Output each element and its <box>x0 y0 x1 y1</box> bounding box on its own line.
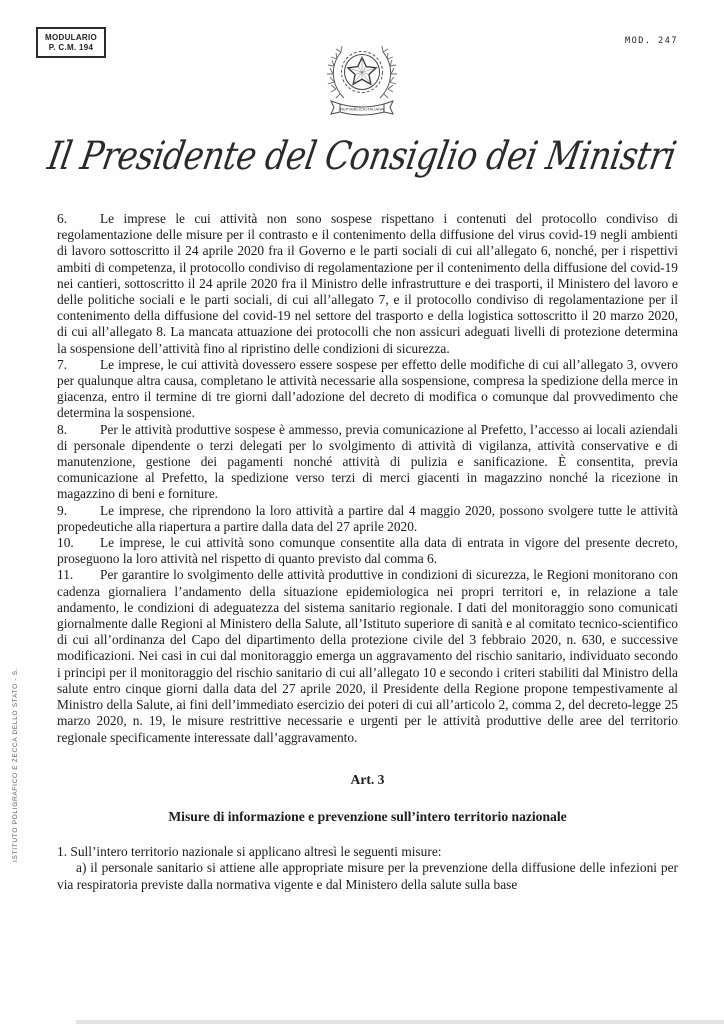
paragraph-text: Per garantire lo svolgimento delle attività produttive in condizioni di sicurezza, le Regioni monitorano con cadenza giornaliera l’andamento della situazione epidemiologica nei propri territori e, in relazione a tale andamento, le condizioni di adeguatezza del sistema sanitario regionale. I dati del monitoraggio sono comunicati giornalmente dalle Regioni al Ministero della Salute, all’Istituto superiore di sanità e al comitato tecnico-scientifico di cui all’ordinanza del Capo del dipartimento della protezione civile del 3 febbraio 2020, n. 630, e successive modificazioni. Nei casi in cui dal monitoraggio emerga un aggravamento del rischio sanitario, individuato secondo i principi per il monitoraggio del rischio sanitario di cui all’allegato 10 e secondo i criteri stabiliti dal Ministro della salute entro cinque giorni dalla data del 27 aprile 2020, il Presidente della Regione propone tempestivamente al Ministro della Salute, ai fini dell’immediato esercizio dei poteri di cui all’articolo 2, comma 2, del decreto-legge 25 marzo 2020, n. 19, le misure restrittive necessarie e urgenti per le attività produttive delle aree del territorio regionale specificamente interessate dall’aggravamento. <box>57 567 678 745</box>
page-bottom-edge <box>76 1020 724 1024</box>
emblem-ribbon-text: REPVBBLICA ITALIANA <box>340 106 384 112</box>
paragraph-number: 9. <box>57 502 68 518</box>
paragraph-6 <box>57 211 678 357</box>
clause-intro: 1. Sull’intero territorio nazionale si applicano altresì le seguenti misure: <box>57 844 442 860</box>
modulario-stamp <box>36 27 106 58</box>
paragraph-text: Le imprese le cui attività non sono sospese rispettano i contenuti del protocollo condiviso di regolamentazione delle misure per il contrasto e il contenimento della diffusione del virus covid-19 negli ambienti di lavoro sottoscritto il 24 aprile 2020 fra il Governo e le parti sociali di cui all’allegato 6, nonché, per i rispettivi ambiti di competenza, il protocollo condiviso di regolamentazione per il contenimento della diffusione del covid-19 nei cantieri, sottoscritto il 24 aprile 2020 fra il Ministro delle infrastrutture e dei trasporti, il Ministero del lavoro e delle politiche sociali e le parti sociali, di cui all’allegato 7, e il protocollo condiviso di regolamentazione per il contenimento della diffusione del covid-19 nel settore del trasporto e della logistica sottoscritto il 20 marzo 2020, di cui all’allegato 8. La mancata attuazione dei protocolli che non assicuri adeguati livelli di protezione determina la sospensione dell’attività fino al ripristino delle condizioni di sicurezza. <box>57 211 678 356</box>
paragraph-number: 8. <box>57 421 68 437</box>
clause-a: a) il personale sanitario si attiene alle appropriate misure per la prevenzione della diffusione delle infezioni per via respiratoria previste dalla normativa vigente e dal Ministero della salute sulla base <box>57 860 678 892</box>
paragraph-8 <box>57 422 678 503</box>
paragraph-10 <box>57 535 678 567</box>
mod-number: MOD. 247 <box>625 36 678 46</box>
paragraph-text: Le imprese, le cui attività sono comunque consentite alla data di entrata in vigore del presente decreto, proseguono la loro attività nel rispetto di quanto previsto dal comma 6. <box>57 535 678 567</box>
paragraph-9 <box>57 503 678 535</box>
article-heading: Art. 3 <box>350 771 385 787</box>
paragraph-number: 10. <box>57 535 74 551</box>
paragraph-number: 11. <box>57 567 74 583</box>
document-body <box>57 211 678 893</box>
letterhead-title: Il Presidente del Consiglio dei Ministri <box>44 132 680 179</box>
printer-imprint-vertical: ISTITUTO POLIGRAFICO E ZECCA DELLO STATO - S. <box>12 667 19 862</box>
paragraph-text: Le imprese, le cui attività dovessero essere sospese per effetto delle modifiche di cui all’allegato 3, ovvero per qualunque altra causa, completano le attività necessarie alla sospensione, compresa la spedizione della merce in giacenza, entro il termine di tre giorni dall’adozione del decreto di modifica o comunque dal provvedimento che determina la sospensione. <box>57 356 678 421</box>
paragraph-7 <box>57 357 678 422</box>
paragraph-text: Le imprese, che riprendono la loro attività a partire dal 4 maggio 2020, possono svolgere tutte le attività propedeutiche alla riapertura a partire dalla data del 27 aprile 2020. <box>57 502 678 534</box>
paragraph-text: Per le attività produttive sospese è ammesso, previa comunicazione al Prefetto, l’accesso ai locali aziendali di personale dipendente o terzi delegati per lo svolgimento di attività di vigilanza, attività conservative e di manutenzione, gestione dei pagamenti nonché attività di pulizia e sanificazione. È consentita, previa comunicazione al Prefetto, la spedizione verso terzi di merci giacenti in magazzino nonché la ricezione in magazzino di beni e forniture. <box>57 421 678 502</box>
article-subtitle: Misure di informazione e prevenzione sull’intero territorio nazionale <box>168 808 567 824</box>
modulario-line2: P. C.M. 194 <box>48 43 94 52</box>
modulario-line1: MODULARIO <box>45 33 98 42</box>
paragraph-number: 7. <box>57 356 68 372</box>
paragraph-number: 6. <box>57 211 68 226</box>
paragraph-11 <box>57 567 678 745</box>
